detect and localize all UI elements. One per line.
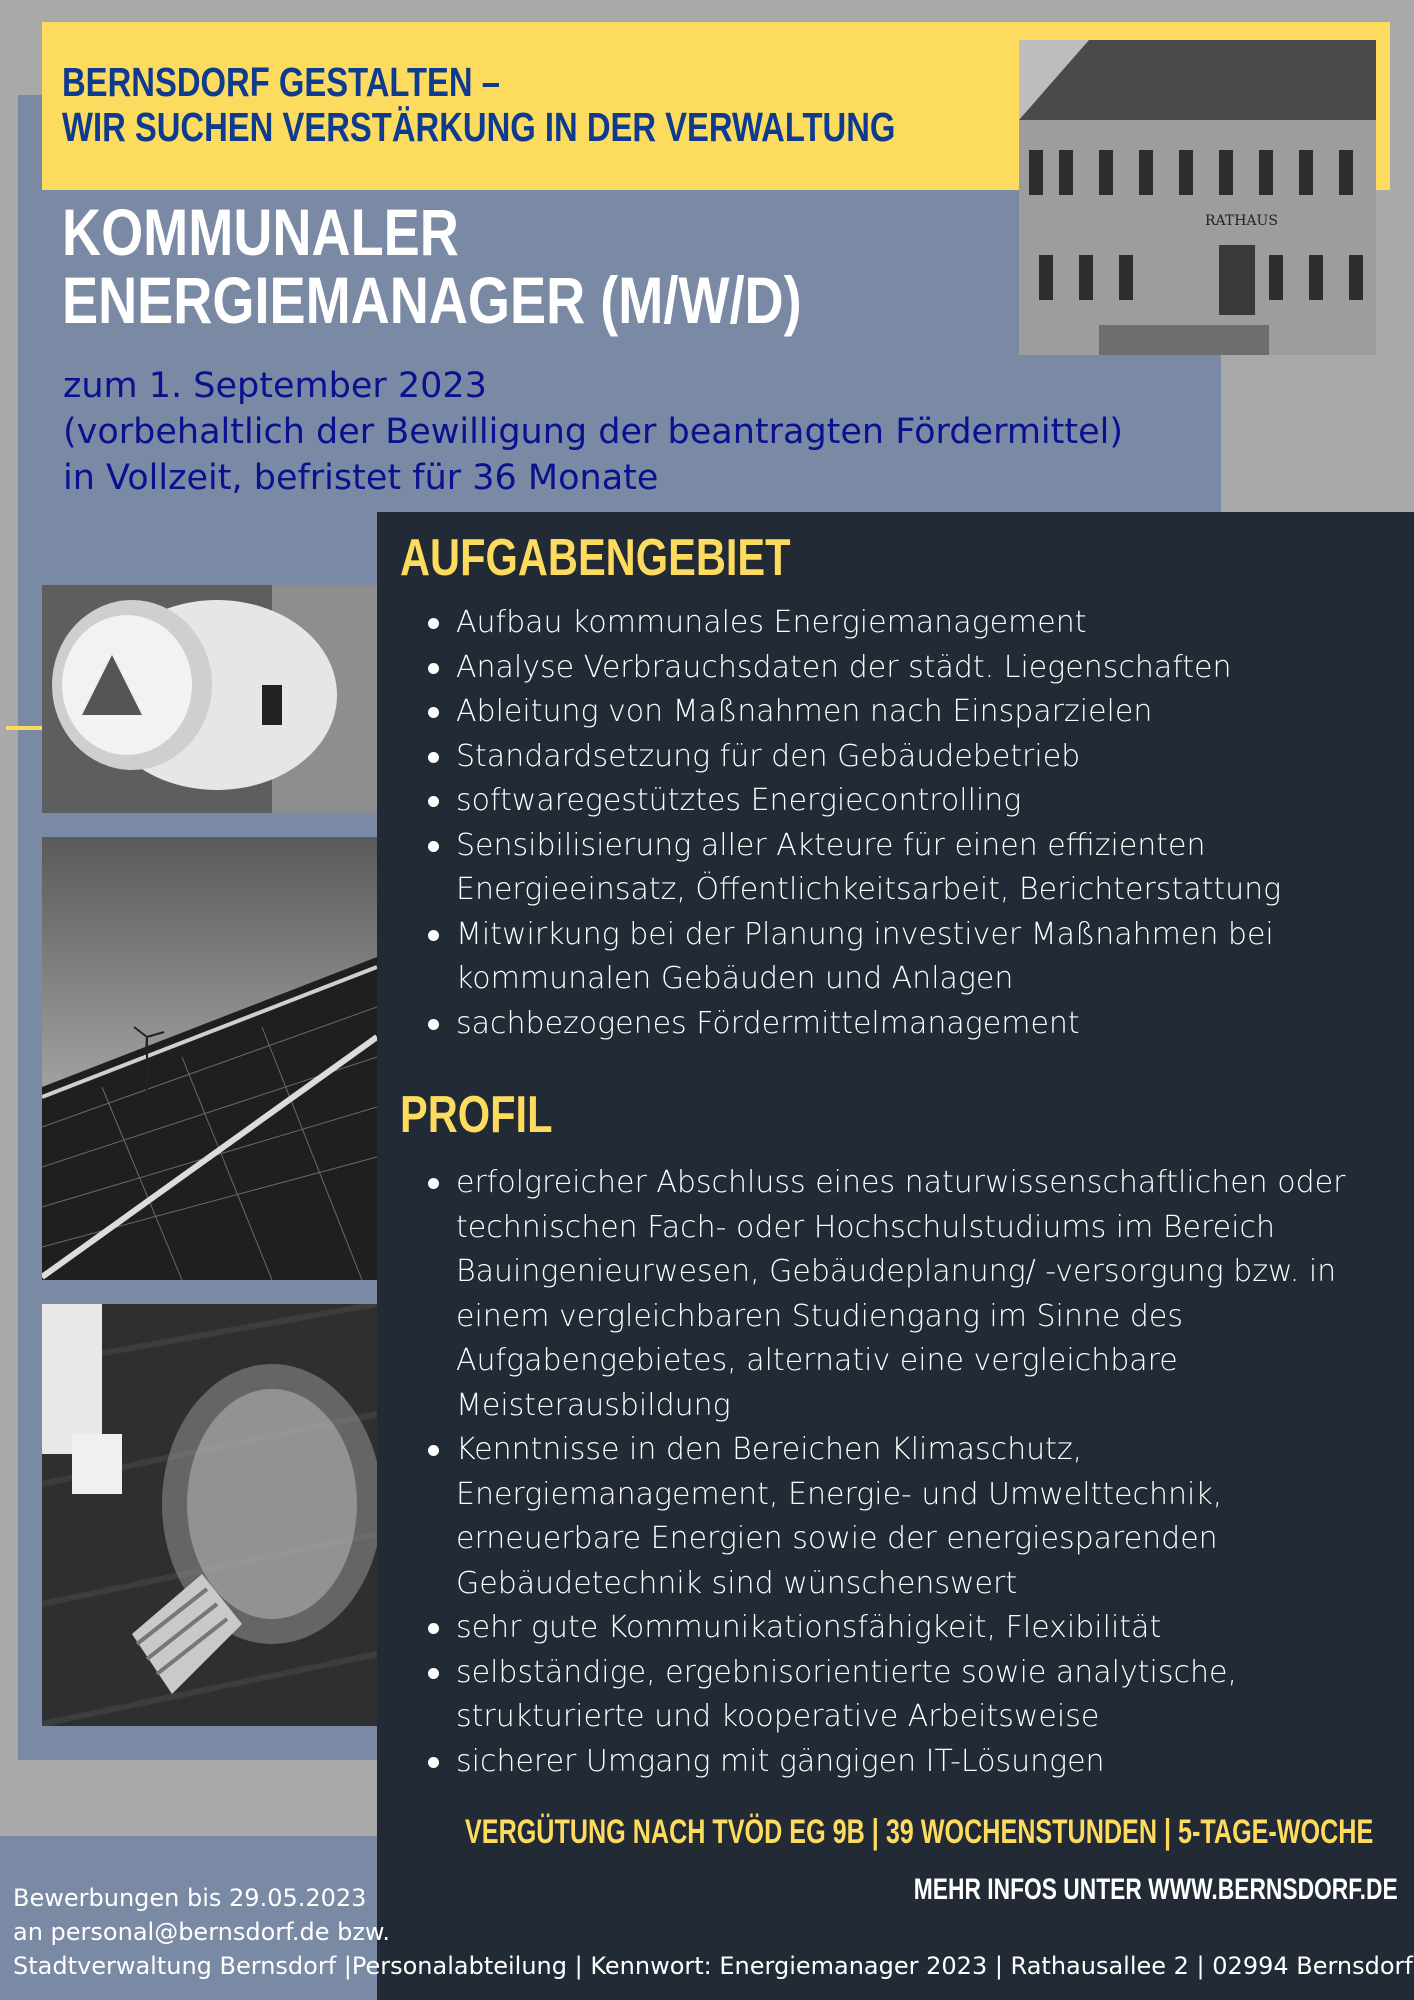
list-item: sicherer Umgang mit gängigen IT-Lösungen (424, 1740, 1414, 1785)
list-item: sehr gute Kommunikationsfähigkeit, Flexibilität (424, 1606, 1414, 1651)
list-item: Kenntnisse in den Bereichen Klimaschutz, Energiemanagement, Energie- und Umwelttechnik, erneuerbare Energien sowie der energiesparenden Gebäudetechnik sind wünschenswert (424, 1428, 1414, 1606)
application-address: Stadtverwaltung Bernsdorf |Personalabteilung | Kennwort: Energiemanager 2023 | Rathausallee 2 | 02994 Bernsdorf (13, 1952, 1413, 1980)
start-date: zum 1. September 2023 (63, 366, 487, 406)
application-deadline: Bewerbungen bis 29.05.2023 (13, 1884, 367, 1912)
profile-list (424, 1161, 1414, 1784)
application-email[interactable]: an personal@bernsdorf.de bzw. (13, 1918, 390, 1946)
profile-heading: PROFIL (400, 1086, 553, 1144)
rathaus-sign: RATHAUS (1205, 213, 1278, 229)
more-info-link[interactable]: MEHR INFOS UNTER WWW.BERNSDORF.DE (914, 1873, 1398, 1906)
job-title-line-1: KOMMUNALER (62, 195, 459, 269)
list-item: Ableitung von Maßnahmen nach Einsparzielen (424, 690, 1414, 735)
thermostat-photo (42, 585, 377, 813)
list-item: softwaregestütztes Energiecontrolling (424, 779, 1414, 824)
accent-tick (6, 726, 42, 730)
list-item: sachbezogenes Fördermittelmanagement (424, 1002, 1414, 1047)
job-details (63, 363, 1123, 501)
tasks-heading: AUFGABENGEBIET (400, 529, 791, 587)
solar-panel-photo (42, 837, 377, 1280)
job-title-line-2: ENERGIEMANAGER (M/W/D) (62, 263, 802, 337)
list-item: erfolgreicher Abschluss eines naturwissenschaftlichen oder technischen Fach- oder Hochschulstudiums im Bereich Bauingenieurwesen, Gebäudeplanung/ -versorgung bzw. in einem vergleichbaren Studiengang im Sinne des Aufgabengebietes, alternativ eine vergleichbare Meisterausbildung (424, 1161, 1414, 1428)
application-footer (13, 1881, 1413, 1983)
header-title (62, 59, 896, 150)
job-title (62, 195, 802, 337)
header-line-2: WIR SUCHEN VERSTÄRKUNG IN DER VERWALTUNG (62, 104, 896, 150)
list-item: Standardsetzung für den Gebäudebetrieb (424, 735, 1414, 780)
list-item: Analyse Verbrauchsdaten der städt. Liegenschaften (424, 646, 1414, 691)
employment-terms: in Vollzeit, befristet für 36 Monate (63, 458, 659, 498)
tasks-list (424, 601, 1414, 1046)
list-item: Aufbau kommunales Energiemanagement (424, 601, 1414, 646)
header-line-1: BERNSDORF GESTALTEN – (62, 59, 500, 105)
list-item: Mitwirkung bei der Planung investiver Maßnahmen bei kommunalen Gebäuden und Anlagen (424, 913, 1414, 1002)
light-bulb-photo (42, 1304, 377, 1726)
rathaus-photo (1019, 40, 1376, 355)
funding-condition: (vorbehaltlich der Bewilligung der beantragten Fördermittel) (63, 412, 1124, 452)
list-item: Sensibilisierung aller Akteure für einen effizienten Energieeinsatz, Öffentlichkeitsarbeit, Berichterstattung (424, 824, 1414, 913)
compensation-terms: VERGÜTUNG NACH TVÖD EG 9B | 39 WOCHENSTUNDEN | 5-TAGE-WOCHE (465, 1813, 1374, 1851)
list-item: selbständige, ergebnisorientierte sowie analytische, strukturierte und kooperative Arbeitsweise (424, 1651, 1414, 1740)
